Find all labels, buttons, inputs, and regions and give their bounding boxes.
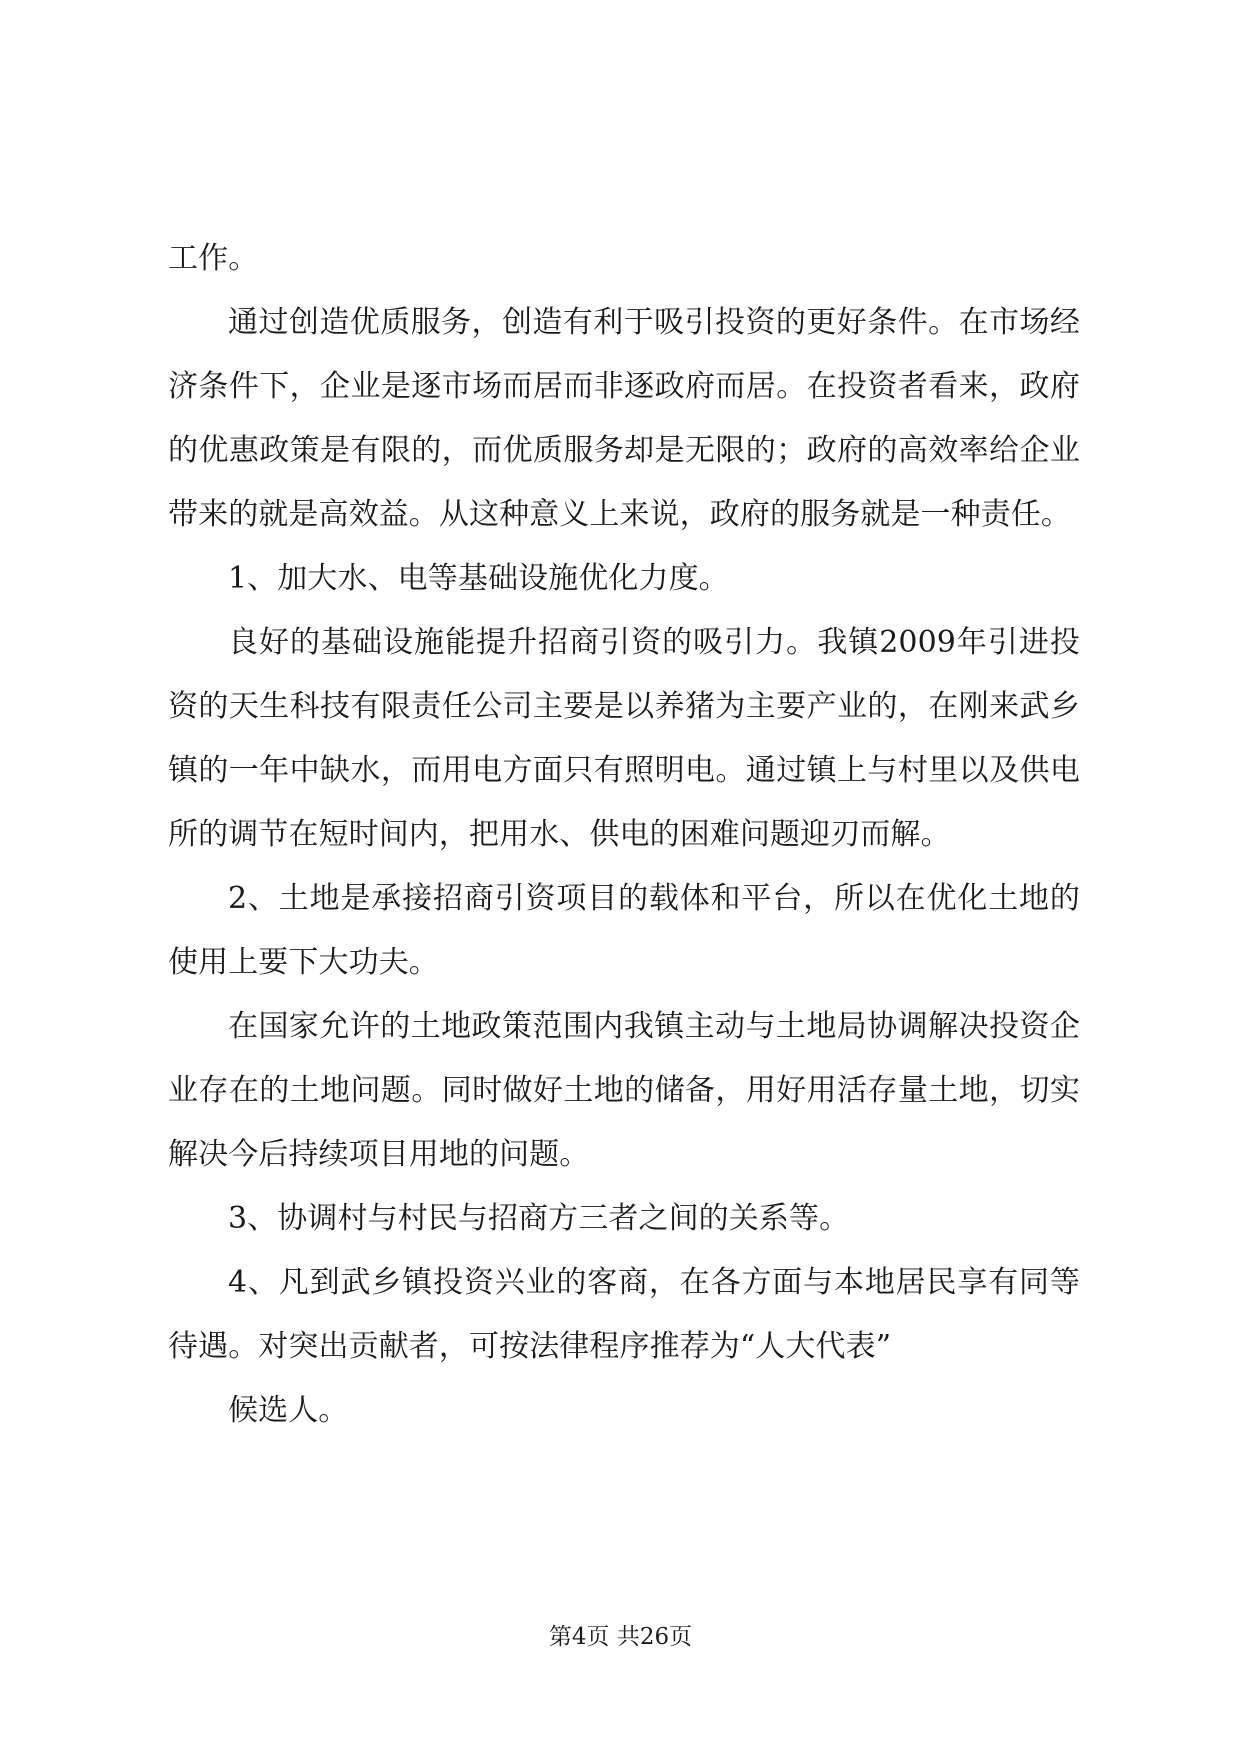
paragraph-1: 工作。 — [168, 241, 259, 276]
paragraph-3: 1、加大水、电等基础设施优化力度。 — [228, 561, 729, 596]
page-footer: 第4页 共26页 — [548, 1624, 693, 1650]
paragraph-9: 候选人。 — [228, 1393, 349, 1428]
paragraph-7: 3、协调村与村民与招商方三者之间的关系等。 — [228, 1201, 850, 1236]
document-body — [168, 227, 1080, 1443]
paragraph-4: 良好的基础设施能提升招商引资的吸引力。我镇2009年引进投资的天生科技有限责任公司主要是以养猪为主要产业的，在刚来武乡镇的一年中缺水，而用电方面只有照明电。通过镇上与村里以及供电所的调节在短时间内，把用水、供电的困难问题迎刃而解。 — [168, 625, 1080, 852]
paragraph-8: 4、凡到武乡镇投资兴业的客商，在各方面与本地居民享有同等待遇。对突出贡献者，可按法律程序推荐为“人大代表” — [168, 1265, 1080, 1364]
paragraph-2: 通过创造优质服务，创造有利于吸引投资的更好条件。在市场经济条件下，企业是逐市场而居而非逐政府而居。在投资者看来，政府的优惠政策是有限的，而优质服务却是无限的；政府的高效率给企业带来的就是高效益。从这种意义上来说，政府的服务就是一种责任。 — [168, 305, 1080, 532]
paragraph-6: 在国家允许的土地政策范围内我镇主动与土地局协调解决投资企业存在的土地问题。同时做好土地的储备，用好用活存量土地，切实解决今后持续项目用地的问题。 — [168, 1009, 1080, 1172]
paragraph-5: 2、土地是承接招商引资项目的载体和平台，所以在优化土地的使用上要下大功夫。 — [168, 881, 1080, 980]
